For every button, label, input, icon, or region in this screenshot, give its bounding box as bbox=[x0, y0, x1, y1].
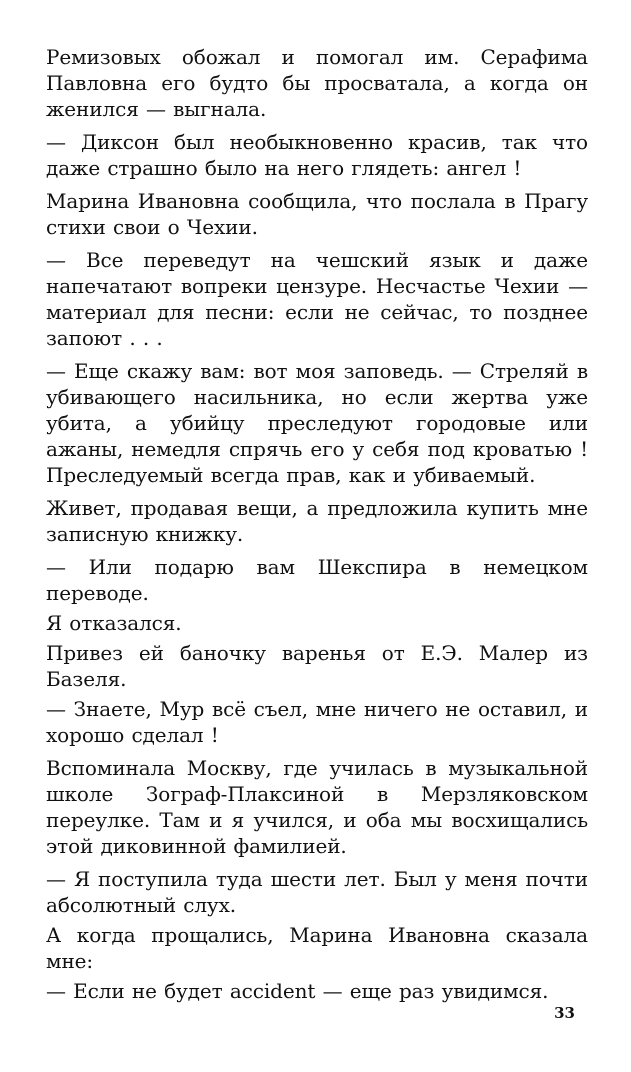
paragraph-2: — Диксон был необыкновенно красив, так что даже страшно было на него глядеть: ангел ! bbox=[46, 130, 588, 180]
paragraph-3: Марина Ивановна сообщила, что послала в Прагу стихи свои о Чехии. bbox=[46, 189, 588, 239]
paragraph-9: Привез ей баночку варенья от Е.Э. Малер из Базеля. bbox=[46, 641, 588, 691]
paragraph-13: А когда прощались, Марина Ивановна сказала мне: bbox=[46, 923, 588, 973]
paragraph-14: — Если не будет accident — еще раз увидимся. bbox=[46, 979, 549, 1003]
paragraph-11: Вспоминала Москву, где училась в музыкальной школе Зограф-Плаксиной в Мерзляковском переулке. Там и я учился, и оба мы восхищались этой диковинной фамилией. bbox=[46, 756, 588, 858]
paragraph-1: Ремизовых обожал и помогал им. Серафима Павловна его будто бы просватала, а когда он женился — выгнала. bbox=[46, 45, 588, 121]
paragraph-12: — Я поступила туда шести лет. Был у меня почти абсолютный слух. bbox=[46, 867, 588, 917]
paragraph-8: Я отказался. bbox=[46, 611, 182, 635]
page-number: 33 bbox=[554, 1004, 575, 1022]
paragraph-5: — Еще скажу вам: вот моя заповедь. — Стреляй в убивающего насильника, но если жертва уже убита, а убийцу преследуют городовые или ажаны, немедля спрячь его у себя под кроватью ! Преследуемый всегда прав, как и убиваемый. bbox=[46, 359, 588, 487]
body-text bbox=[46, 44, 588, 1011]
paragraph-6: Живет, продавая вещи, а предложила купить мне записную книжку. bbox=[46, 496, 588, 546]
paragraph-10: — Знаете, Мур всё съел, мне ничего не оставил, и хорошо сделал ! bbox=[46, 697, 588, 747]
paragraph-7: — Или подарю вам Шекспира в немецком переводе. bbox=[46, 555, 588, 605]
paragraph-4: — Все переведут на чешский язык и даже напечатают вопреки цензуре. Несчастье Чехии — материал для песни: если не сейчас, то позднее запоют . . . bbox=[46, 248, 588, 350]
